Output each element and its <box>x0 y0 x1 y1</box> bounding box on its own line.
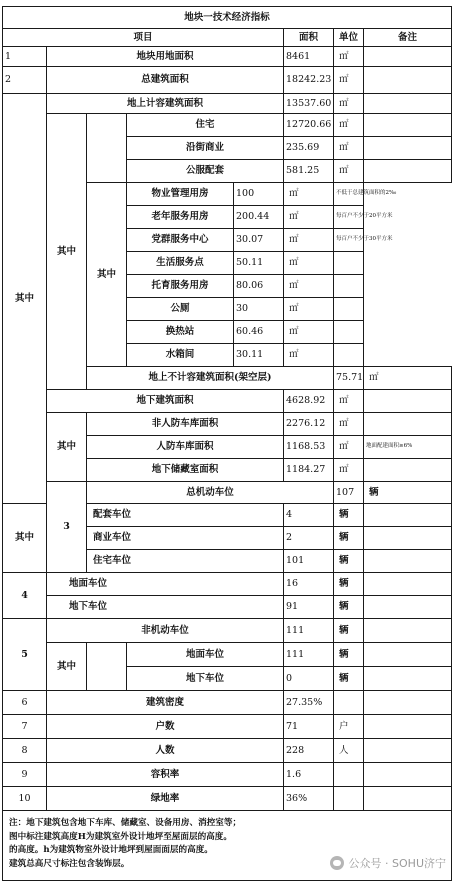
row-unit <box>334 691 364 715</box>
row-remark <box>364 47 452 67</box>
table-row <box>3 413 452 436</box>
table-row <box>3 715 452 739</box>
row-unit: ㎡ <box>334 67 364 94</box>
table-row <box>3 787 452 811</box>
table-row <box>3 94 452 114</box>
row-value: 13537.60 <box>284 94 334 114</box>
blank-cell <box>87 114 127 183</box>
row-unit: ㎡ <box>284 206 334 229</box>
row-value: 1168.53 <box>284 436 334 459</box>
row-unit: ㎡ <box>334 390 364 413</box>
row-label: 地面车位 <box>47 573 284 596</box>
row-value: 36% <box>284 787 334 811</box>
row-unit: 户 <box>334 715 364 739</box>
row-value: 100 <box>234 183 284 206</box>
row-value: 107 <box>334 482 364 504</box>
header-unit: 单位 <box>334 29 364 47</box>
row-label: 地上不计容建筑面积(架空层) <box>87 367 334 390</box>
row-unit: 辆 <box>334 573 364 596</box>
row-remark <box>334 298 364 321</box>
row-label: 地下储藏室面积 <box>87 459 284 482</box>
row-value: 80.06 <box>234 275 284 298</box>
technical-economic-indicators-sheet <box>2 6 451 874</box>
row-label: 容积率 <box>47 763 284 787</box>
table-row <box>3 47 452 67</box>
row-value: 228 <box>284 739 334 763</box>
row-unit: ㎡ <box>334 47 364 67</box>
row-number: 9 <box>3 763 47 787</box>
row-number: 2 <box>3 67 47 94</box>
row-remark <box>364 413 452 436</box>
row-label: 老年服务用房 <box>127 206 234 229</box>
header-remarks: 备注 <box>364 29 452 47</box>
table-row <box>3 739 452 763</box>
row-label: 水箱间 <box>127 344 234 367</box>
row-label: 地下建筑面积 <box>47 390 284 413</box>
row-remark <box>364 160 452 183</box>
row-remark <box>364 114 452 137</box>
row-remark <box>364 787 452 811</box>
row-remark: 不低于总建筑面积的2‰ <box>334 183 364 206</box>
row-remark <box>364 527 452 550</box>
row-label: 非机动车位 <box>47 619 284 643</box>
row-label: 沿街商业 <box>127 137 284 160</box>
row-value: 50.11 <box>234 252 284 275</box>
row-label: 人数 <box>47 739 284 763</box>
row-remark <box>334 344 364 367</box>
row-value: 4 <box>284 504 334 527</box>
row-value: 12720.66 <box>284 114 334 137</box>
table-row <box>3 691 452 715</box>
table-row <box>3 643 452 667</box>
row-unit: ㎡ <box>334 114 364 137</box>
row-label: 商业车位 <box>87 527 284 550</box>
table-row <box>3 763 452 787</box>
row-unit: 辆 <box>334 667 364 691</box>
row-number: 1 <box>3 47 47 67</box>
row-number: 8 <box>3 739 47 763</box>
row-remark <box>364 619 452 643</box>
row-remark <box>334 275 364 298</box>
row-value: 18242.23 <box>284 67 334 94</box>
row-unit: ㎡ <box>284 229 334 252</box>
row-unit: ㎡ <box>334 459 364 482</box>
blank-cell <box>87 643 127 691</box>
parking-sub-label: 其中 <box>3 504 47 573</box>
row-unit: 辆 <box>334 550 364 573</box>
row-label: 绿地率 <box>47 787 284 811</box>
watermark <box>330 855 446 871</box>
row-value: 2276.12 <box>284 413 334 436</box>
row-unit: 辆 <box>334 619 364 643</box>
row-label: 地下车位 <box>47 596 284 619</box>
row-label: 公厕 <box>127 298 234 321</box>
row-unit: ㎡ <box>334 413 364 436</box>
note-line: 建筑总高尺寸标注包含装饰层。 <box>9 858 130 869</box>
table-row <box>3 619 452 643</box>
row-remark <box>364 94 452 114</box>
row-value: 71 <box>284 715 334 739</box>
watermark-text: 公众号 · SOHU济宁 <box>348 857 446 870</box>
row-unit <box>334 787 364 811</box>
row-label: 户数 <box>47 715 284 739</box>
table-row <box>3 482 452 504</box>
row-value: 2 <box>284 527 334 550</box>
row-number: 7 <box>3 715 47 739</box>
row-label: 配套车位 <box>87 504 284 527</box>
row-remark <box>364 643 452 667</box>
row-unit: 辆 <box>334 504 364 527</box>
table-row <box>3 114 452 137</box>
row-label: 人防车库面积 <box>87 436 284 459</box>
row-value: 4628.92 <box>284 390 334 413</box>
non-motor-sub-label: 其中 <box>47 643 87 691</box>
row-label: 地块用地面积 <box>47 47 284 67</box>
row-label: 地上计容建筑面积 <box>47 94 284 114</box>
row-unit: ㎡ <box>334 160 364 183</box>
row-unit: 人 <box>334 739 364 763</box>
row-value: 27.35% <box>284 691 334 715</box>
header-row <box>3 29 452 47</box>
table-title: 地块一技术经济指标 <box>3 7 452 29</box>
row-value: 111 <box>284 643 334 667</box>
row-value: 1.6 <box>284 763 334 787</box>
row-remark <box>364 763 452 787</box>
group-label: 其中 <box>3 94 47 504</box>
row-remark <box>364 573 452 596</box>
row-value: 75.71 <box>334 367 364 390</box>
row-unit: ㎡ <box>334 137 364 160</box>
row-unit: ㎡ <box>284 252 334 275</box>
row-label: 地面车位 <box>127 643 284 667</box>
row-label: 物业管理用房 <box>127 183 234 206</box>
sub-group-label: 其中 <box>47 114 87 390</box>
row-remark: 地面配建面积≥6% <box>364 436 452 459</box>
row-remark <box>364 67 452 94</box>
row-label: 公服配套 <box>127 160 284 183</box>
row-unit: ㎡ <box>284 275 334 298</box>
row-value: 581.25 <box>284 160 334 183</box>
row-value: 60.46 <box>234 321 284 344</box>
row-remark <box>364 504 452 527</box>
row-unit: 辆 <box>334 527 364 550</box>
note-line: 图中标注建筑高度H为建筑室外设计地坪至屋面层的高度。 <box>9 831 232 842</box>
row-unit: ㎡ <box>334 436 364 459</box>
row-value: 111 <box>284 619 334 643</box>
row-value: 30.11 <box>234 344 284 367</box>
row-value: 0 <box>284 667 334 691</box>
title-row <box>3 7 452 29</box>
row-value: 235.69 <box>284 137 334 160</box>
row-label: 托育服务用房 <box>127 275 234 298</box>
row-unit: ㎡ <box>284 298 334 321</box>
row-label: 住宅 <box>127 114 284 137</box>
row-remark <box>334 321 364 344</box>
row-unit: ㎡ <box>364 367 452 390</box>
row-unit: ㎡ <box>334 94 364 114</box>
row-unit: ㎡ <box>284 321 334 344</box>
row-remark: 每百户不少于20平方米 <box>334 206 364 229</box>
row-label: 总机动车位 <box>87 482 334 504</box>
table-row <box>3 596 452 619</box>
row-unit: 辆 <box>334 643 364 667</box>
row-remark <box>364 691 452 715</box>
underground-sub-label: 其中 <box>47 413 87 482</box>
row-value: 101 <box>284 550 334 573</box>
row-number: 6 <box>3 691 47 715</box>
row-remark <box>364 596 452 619</box>
row-value: 16 <box>284 573 334 596</box>
row-unit: 辆 <box>334 596 364 619</box>
inner-group-label: 其中 <box>87 183 127 367</box>
row-number: 5 <box>3 619 47 691</box>
header-area: 面积 <box>284 29 334 47</box>
row-remark <box>364 390 452 413</box>
row-unit: ㎡ <box>284 344 334 367</box>
row-unit <box>334 763 364 787</box>
row-label: 生活服务点 <box>127 252 234 275</box>
row-label: 非人防车库面积 <box>87 413 284 436</box>
row-value: 200.44 <box>234 206 284 229</box>
row-label: 总建筑面积 <box>47 67 284 94</box>
indicators-table <box>2 6 452 881</box>
row-remark <box>364 739 452 763</box>
table-row <box>3 390 452 413</box>
row-value: 30 <box>234 298 284 321</box>
row-remark <box>364 550 452 573</box>
row-label: 换热站 <box>127 321 234 344</box>
row-unit: 辆 <box>364 482 452 504</box>
row-value: 8461 <box>284 47 334 67</box>
note-line: 注：地下建筑包含地下车库、储藏室、设备用房、消控室等； <box>9 818 242 828</box>
wechat-icon <box>330 856 344 870</box>
row-number: 3 <box>47 482 87 573</box>
header-item: 项目 <box>3 29 284 47</box>
row-remark <box>364 715 452 739</box>
note-line: 的高度。h为建筑物室外设计地坪到屋面面层的高度。 <box>9 845 213 855</box>
row-remark <box>364 137 452 160</box>
row-unit: ㎡ <box>284 183 334 206</box>
row-label: 地下车位 <box>127 667 284 691</box>
row-remark <box>334 252 364 275</box>
row-number: 10 <box>3 787 47 811</box>
table-row <box>3 67 452 94</box>
table-row <box>3 573 452 596</box>
row-value: 30.07 <box>234 229 284 252</box>
row-label: 党群服务中心 <box>127 229 234 252</box>
row-remark <box>364 667 452 691</box>
row-remark <box>364 459 452 482</box>
row-number: 4 <box>3 573 47 619</box>
row-remark: 每百户不少于30平方米 <box>334 229 364 252</box>
row-label: 建筑密度 <box>47 691 284 715</box>
row-label: 住宅车位 <box>87 550 284 573</box>
row-value: 91 <box>284 596 334 619</box>
row-value: 1184.27 <box>284 459 334 482</box>
